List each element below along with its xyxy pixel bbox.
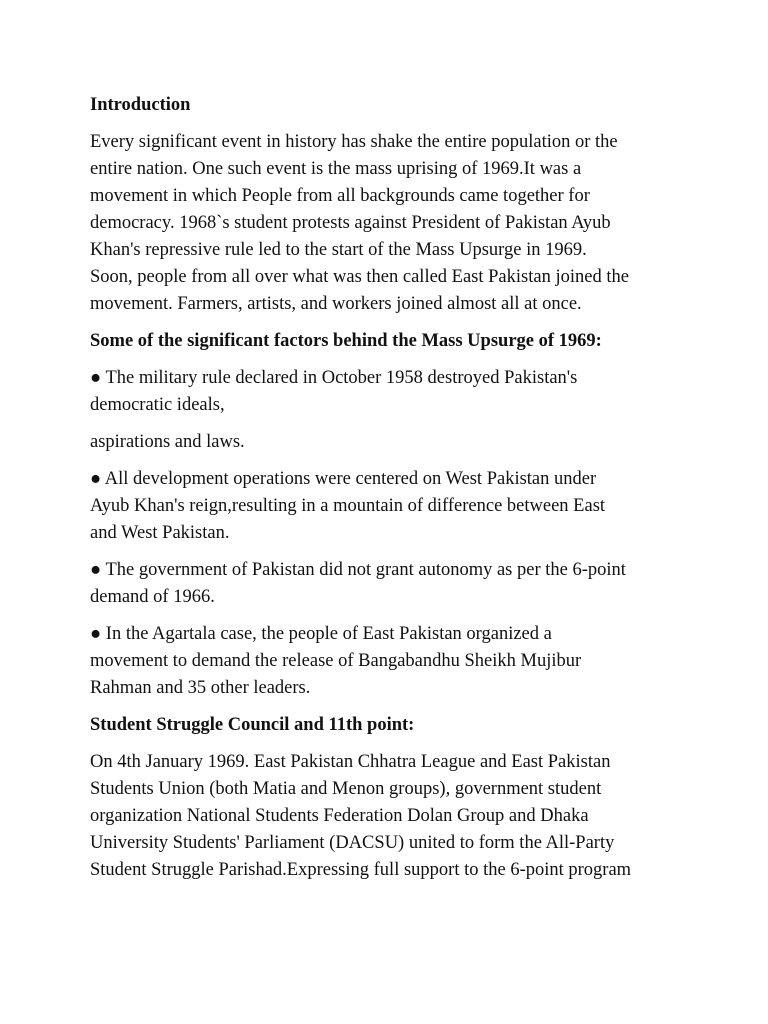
factor-item-military-rule	[90, 365, 690, 419]
paragraph-line: Every significant event in history has shake the entire population or the	[90, 132, 618, 152]
paragraph-line: University Students' Parliament (DACSU) united to form the All-Party	[90, 833, 615, 853]
paragraph-line: democratic ideals,	[90, 395, 225, 415]
paragraph-line: Soon, people from all over what was then called East Pakistan joined the	[90, 267, 629, 287]
paragraph-line: entire nation. One such event is the mass uprising of 1969.It was a	[90, 159, 582, 179]
council-paragraph	[90, 749, 690, 884]
factor-item-autonomy	[90, 557, 690, 611]
paragraph-line: demand of 1966.	[90, 587, 215, 607]
paragraph-line: aspirations and laws.	[90, 432, 245, 452]
factor-item-agartala	[90, 621, 690, 702]
factors-heading: Some of the significant factors behind the Mass Upsurge of 1969:	[90, 331, 602, 351]
factor-item-military-rule-continued	[90, 429, 690, 456]
paragraph-line: On 4th January 1969. East Pakistan Chhatra League and East Pakistan	[90, 752, 611, 772]
paragraph-line: ● All development operations were centered on West Pakistan under	[90, 469, 597, 489]
paragraph-line: Khan's repressive rule led to the start of the Mass Upsurge in 1969.	[90, 240, 587, 260]
paragraph-line: Rahman and 35 other leaders.	[90, 678, 311, 698]
document-page	[90, 92, 690, 894]
introduction-heading: Introduction	[90, 95, 191, 115]
paragraph-line: ● In the Agartala case, the people of East Pakistan organized a	[90, 624, 552, 644]
paragraph-line: movement to demand the release of Bangabandhu Sheikh Mujibur	[90, 651, 582, 671]
paragraph-line: ● The government of Pakistan did not grant autonomy as per the 6-point	[90, 560, 626, 580]
paragraph-line: movement. Farmers, artists, and workers joined almost all at once.	[90, 294, 582, 314]
paragraph-line: ● The military rule declared in October 1958 destroyed Pakistan's	[90, 368, 578, 388]
paragraph-line: Student Struggle Parishad.Expressing full support to the 6-point program	[90, 860, 632, 880]
paragraph-line: movement in which People from all backgrounds came together for	[90, 186, 590, 206]
factor-item-development	[90, 466, 690, 547]
paragraph-line: and West Pakistan.	[90, 523, 230, 543]
introduction-paragraph	[90, 129, 690, 318]
paragraph-line: organization National Students Federation Dolan Group and Dhaka	[90, 806, 589, 826]
paragraph-line: Students Union (both Matia and Menon groups), government student	[90, 779, 602, 799]
paragraph-line: democracy. 1968`s student protests against President of Pakistan Ayub	[90, 213, 611, 233]
paragraph-line: Ayub Khan's reign,resulting in a mountain of difference between East	[90, 496, 606, 516]
council-heading: Student Struggle Council and 11th point:	[90, 715, 415, 735]
